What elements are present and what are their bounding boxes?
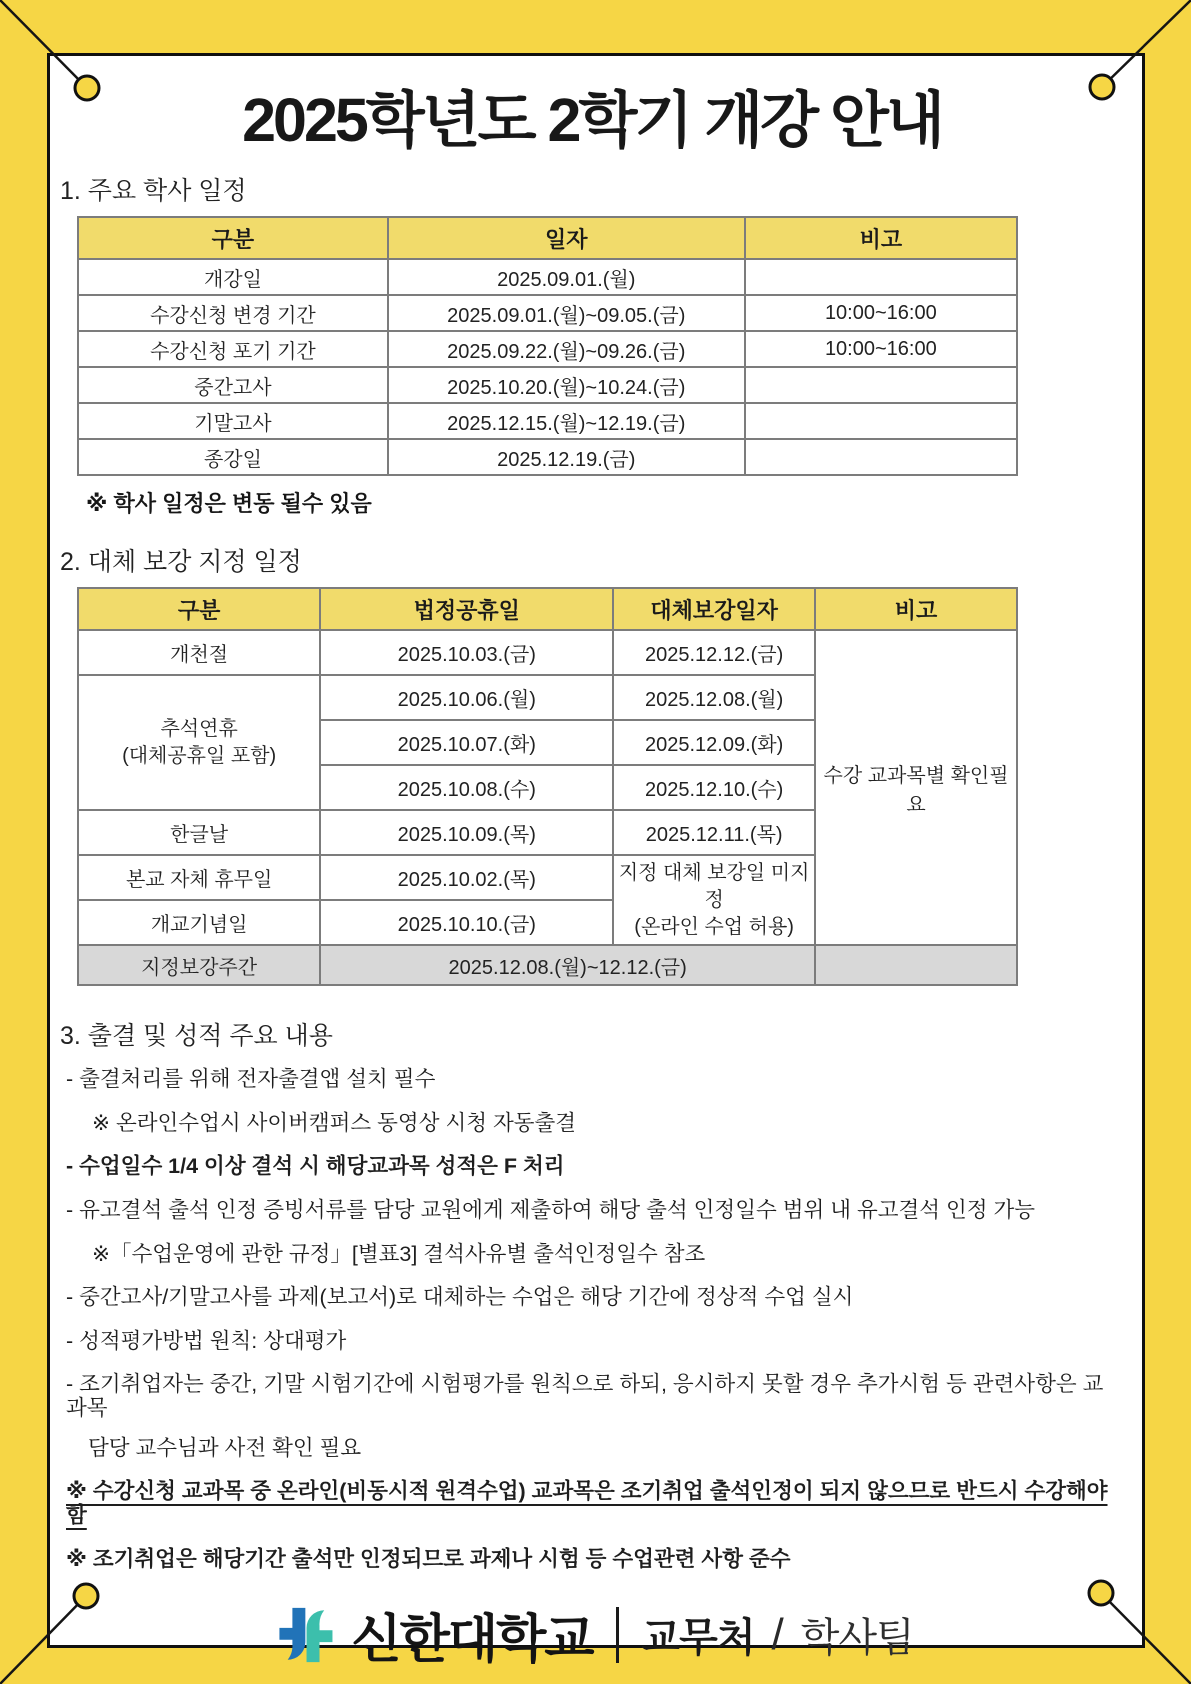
cell-category: 개천절 [78, 630, 320, 675]
list-item: - 중간고사/기말고사를 과제(보고서)로 대체하는 수업은 해당 기간에 정상적 수업 실시 [66, 1285, 854, 1310]
cell-makeup: 2025.12.09.(화) [613, 720, 815, 765]
cell-date: 2025.09.01.(월) [388, 259, 745, 295]
table-row [78, 259, 1017, 295]
list-item: - 수업일수 1/4 이상 결석 시 해당교과목 성적은 F 처리 [66, 1154, 565, 1179]
table-row [78, 403, 1017, 439]
department-name: 교무처 [641, 1616, 755, 1661]
cell-category: 개교기념일 [78, 900, 320, 945]
cell-holiday: 2025.10.02.(목) [320, 855, 613, 900]
section2-heading: 2. 대체 보강 지정 일정 [60, 548, 302, 576]
table-row-makeup-week [78, 945, 1017, 985]
separator-slash: / [771, 1609, 784, 1659]
header-cell: 대체보강일자 [613, 588, 815, 630]
cell-makeup: 2025.12.12.(금) [613, 630, 815, 675]
team-name: 학사팀 [800, 1616, 914, 1661]
category-line2: (대체공휴일 포함) [122, 744, 277, 767]
cell-date: 2025.10.20.(월)~10.24.(금) [388, 367, 745, 403]
cell-category: 중간고사 [78, 367, 388, 403]
footer-divider [616, 1607, 619, 1663]
category-line1: 추석연휴 [160, 717, 238, 740]
list-item: - 출결처리를 위해 전자출결앱 설치 필수 [66, 1067, 436, 1091]
page-title: 2025학년도 2학기 개강 안내 [242, 86, 942, 154]
table-header-row [78, 217, 1017, 259]
cell-holiday: 2025.10.09.(목) [320, 810, 613, 855]
cell-makeup: 2025.12.11.(목) [613, 810, 815, 855]
academic-schedule-table [77, 216, 1018, 476]
cell-remark [745, 439, 1017, 475]
cell-category-merged [78, 675, 320, 810]
cell-category: 지정보강주간 [78, 945, 320, 985]
table-row [78, 630, 1017, 675]
list-item: - 조기취업자는 중간, 기말 시험기간에 시험평가를 원칙으로 하되, 응시하지 못할 경우 추가시험 등 관련사항은 교과목 [66, 1372, 1104, 1421]
list-item: - 유고결석 출석 인정 증빙서류를 담당 교원에게 제출하여 해당 출석 인정일수 범위 내 유고결석 인정 가능 [66, 1197, 1036, 1222]
cell-remark: 10:00~16:00 [745, 331, 1017, 367]
footer [60, 1597, 1124, 1672]
cell-holiday: 2025.10.10.(금) [320, 900, 613, 945]
shinhan-university-logo-icon [270, 1604, 336, 1666]
cell-remark-empty [815, 945, 1017, 985]
header-cell: 법정공휴일 [320, 588, 613, 630]
list-item: - 성적평가방법 원칙: 상대평가 [66, 1328, 347, 1353]
header-cell: 구분 [78, 588, 320, 630]
cell-holiday: 2025.10.06.(월) [320, 675, 613, 720]
list-item-note: ※ 온라인수업시 사이버캠퍼스 동영상 시청 자동출결 [92, 1110, 577, 1135]
cell-holiday: 2025.10.03.(금) [320, 630, 613, 675]
table-row [78, 439, 1017, 475]
cell-period: 2025.12.08.(월)~12.12.(금) [320, 945, 815, 985]
notice-poster [47, 53, 1145, 1670]
cell-category: 한글날 [78, 810, 320, 855]
cell-makeup-merged [613, 855, 815, 945]
list-item-emphasized: ※ 조기취업은 해당기간 출석만 인정되므로 과제나 시험 등 수업관련 사항 준수 [66, 1546, 791, 1571]
cell-remark [745, 259, 1017, 295]
section1-heading: 1. 주요 학사 일정 [60, 177, 247, 205]
cell-category: 수강신청 변경 기간 [78, 295, 388, 331]
cell-remark: 10:00~16:00 [745, 295, 1017, 331]
header-cell: 비고 [745, 217, 1017, 259]
section3-heading: 3. 출결 및 성적 주요 내용 [60, 1022, 333, 1050]
cell-remark-merged: 수강 교과목별 확인필요 [815, 630, 1017, 945]
cell-remark [745, 367, 1017, 403]
table-header-row [78, 588, 1017, 630]
makeup-schedule-table [77, 587, 1018, 986]
cell-category: 본교 자체 휴무일 [78, 855, 320, 900]
list-item-emphasized: ※ 수강신청 교과목 중 온라인(비동시적 원격수업) 교과목은 조기취업 출석인정이 되지 않으므로 반드시 수강해야 함 [66, 1479, 1108, 1528]
cell-date: 2025.09.01.(월)~09.05.(금) [388, 295, 745, 331]
cell-category: 수강신청 포기 기간 [78, 331, 388, 367]
list-item-continuation: 담당 교수님과 사전 확인 필요 [88, 1435, 362, 1460]
cell-makeup: 2025.12.08.(월) [613, 675, 815, 720]
makeup-line2: (온라인 수업 허용) [634, 915, 794, 938]
cell-date: 2025.12.19.(금) [388, 439, 745, 475]
section3-items [66, 1068, 1124, 1571]
header-cell: 구분 [78, 217, 388, 259]
table-row [78, 295, 1017, 331]
header-cell: 일자 [388, 217, 745, 259]
cell-makeup: 2025.12.10.(수) [613, 765, 815, 810]
cell-category: 기말고사 [78, 403, 388, 439]
cell-remark [745, 403, 1017, 439]
header-cell: 비고 [815, 588, 1017, 630]
cell-category: 개강일 [78, 259, 388, 295]
table-row [78, 367, 1017, 403]
table-row [78, 331, 1017, 367]
cell-date: 2025.09.22.(월)~09.26.(금) [388, 331, 745, 367]
cell-holiday: 2025.10.08.(수) [320, 765, 613, 810]
cell-category: 종강일 [78, 439, 388, 475]
cell-holiday: 2025.10.07.(화) [320, 720, 613, 765]
list-item-note: ※「수업운영에 관한 규정」[별표3] 결석사유별 출석인정일수 참조 [92, 1241, 706, 1266]
university-name: 신한대학교 [351, 1611, 593, 1670]
makeup-line1: 지정 대체 보강일 미지정 [618, 861, 810, 911]
section1-note: ※ 학사 일정은 변동 될수 있음 [86, 491, 372, 516]
cell-date: 2025.12.15.(월)~12.19.(금) [388, 403, 745, 439]
